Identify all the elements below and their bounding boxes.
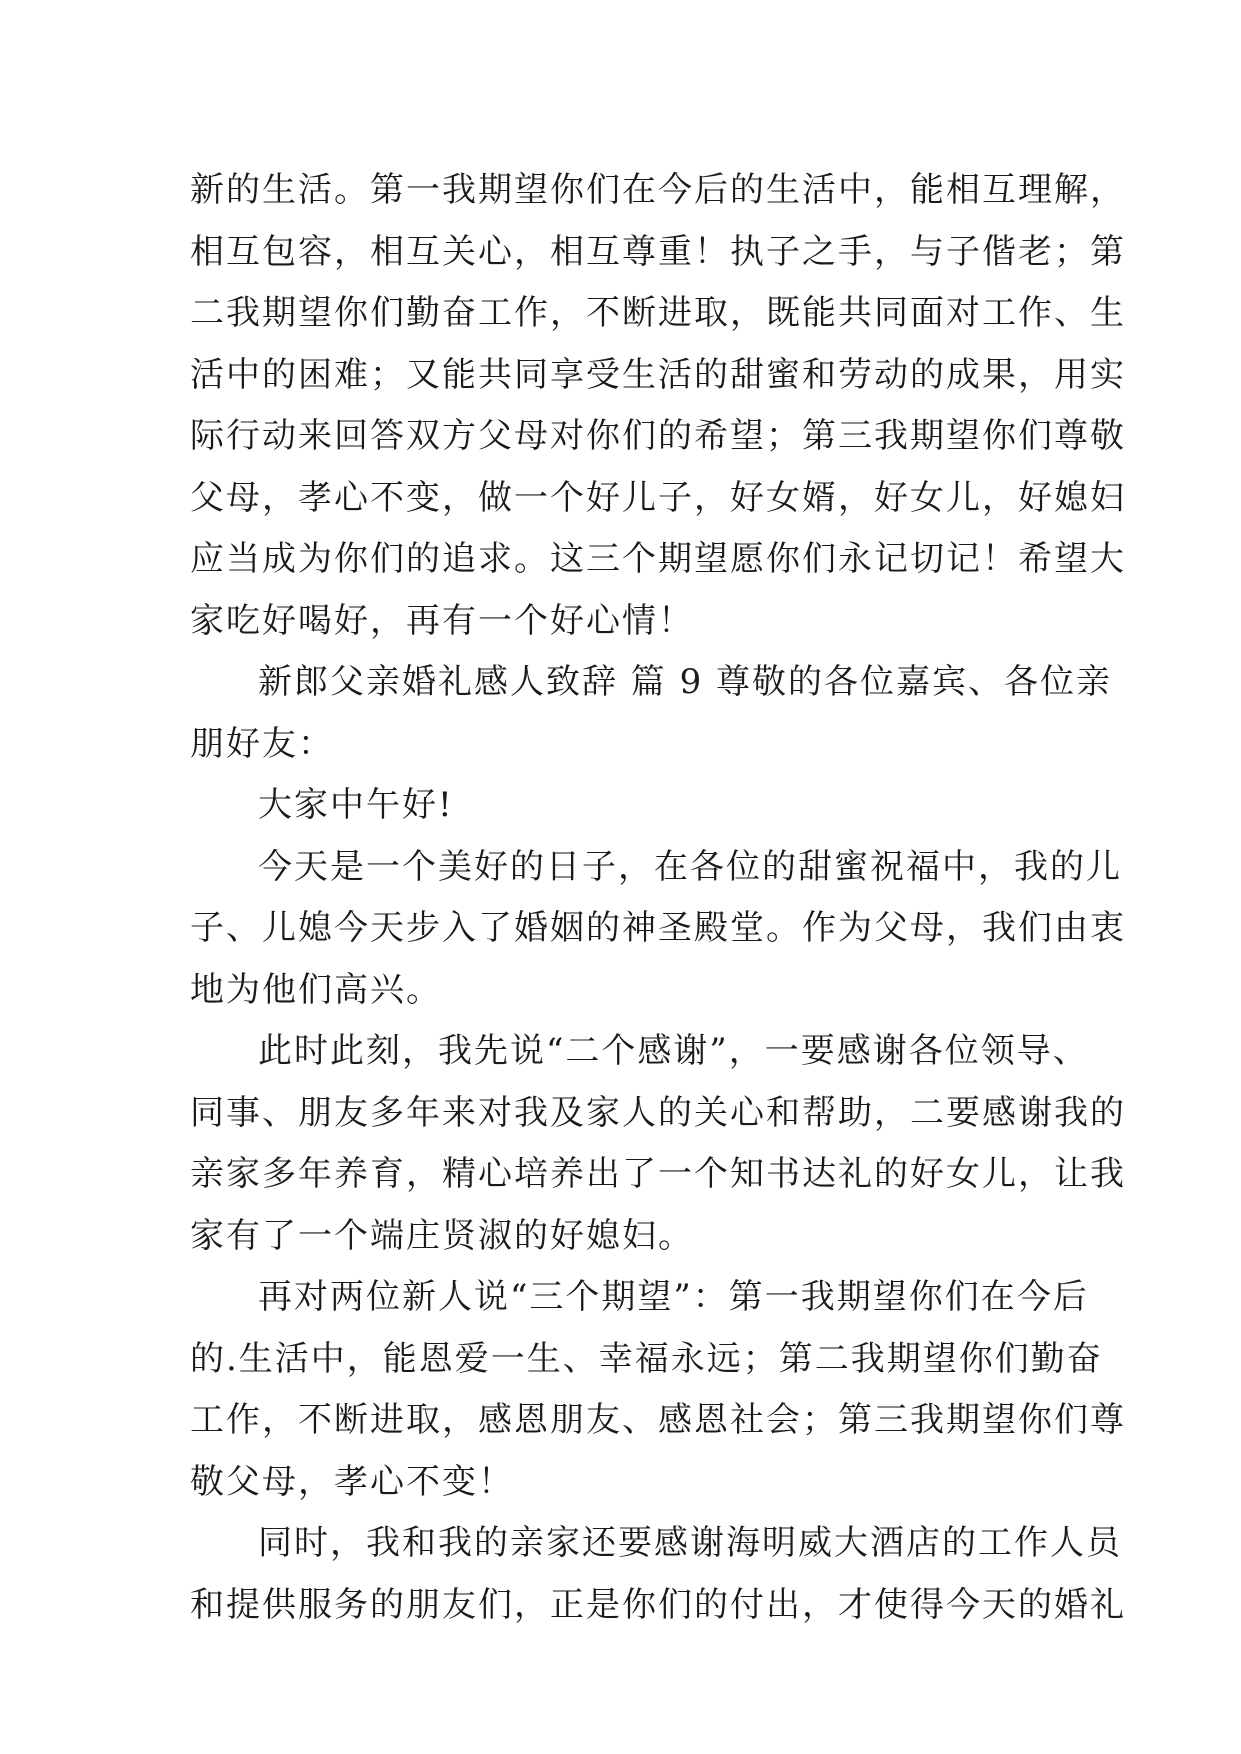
text-line: 和提供服务的朋友们，正是你们的付出，才使得今天的婚礼 <box>190 1584 1126 1625</box>
text-line: 敬父母，孝心不变！ <box>190 1461 514 1502</box>
text-line: 朋好友： <box>190 723 334 764</box>
paragraph-start-line: 同时，我和我的亲家还要感谢海明威大酒店的工作人员 <box>258 1523 1122 1563</box>
paragraph-start-line: 今天是一个美好的日子，在各位的甜蜜祝福中，我的儿 <box>258 846 1122 887</box>
text-line: 的.生活中，能恩爱一生、幸福永远；第二我期望你们勤奋 <box>190 1338 1103 1379</box>
text-line: 家有了一个端庄贤淑的好媳妇。 <box>190 1215 694 1256</box>
text-line: 际行动来回答双方父母对你们的希望；第三我期望你们尊敬 <box>190 416 1126 456</box>
paragraph-start-line: 再对两位新人说“三个期望”：第一我期望你们在今后 <box>258 1277 1089 1317</box>
text-line: 工作，不断进取，感恩朋友、感恩社会；第三我期望你们尊 <box>190 1400 1126 1440</box>
text-line: 父母，孝心不变，做一个好儿子，好女婿，好女儿，好媳妇 <box>190 477 1126 518</box>
text-line: 家吃好喝好，再有一个好心情！ <box>190 600 694 641</box>
document-body <box>190 160 1126 1636</box>
greeting-line: 大家中午好! <box>258 785 454 825</box>
text-line: 子、儿媳今天步入了婚姻的神圣殿堂。作为父母，我们由衷 <box>190 908 1126 948</box>
text-line: 亲家多年养育，精心培养出了一个知书达礼的好女儿，让我 <box>190 1154 1126 1194</box>
text-line: 活中的困难；又能共同享受生活的甜蜜和劳动的成果，用实 <box>190 354 1126 395</box>
text-line: 地为他们高兴。 <box>190 969 442 1010</box>
text-line: 二我期望你们勤奋工作，不断进取，既能共同面对工作、生 <box>190 293 1126 333</box>
paragraph-start-line: 此时此刻，我先说“二个感谢”，一要感谢各位领导、 <box>258 1031 1089 1071</box>
section-heading-line: 新郎父亲婚礼感人致辞 篇 9 尊敬的各位嘉宾、各位亲 <box>258 662 1113 702</box>
text-line: 相互包容，相互关心，相互尊重！执子之手，与子偕老；第 <box>190 231 1126 272</box>
text-line: 同事、朋友多年来对我及家人的关心和帮助，二要感谢我的 <box>190 1092 1126 1133</box>
text-line: 新的生活。第一我期望你们在今后的生活中，能相互理解， <box>190 170 1126 210</box>
text-line: 应当成为你们的追求。这三个期望愿你们永记切记！希望大 <box>190 539 1126 579</box>
